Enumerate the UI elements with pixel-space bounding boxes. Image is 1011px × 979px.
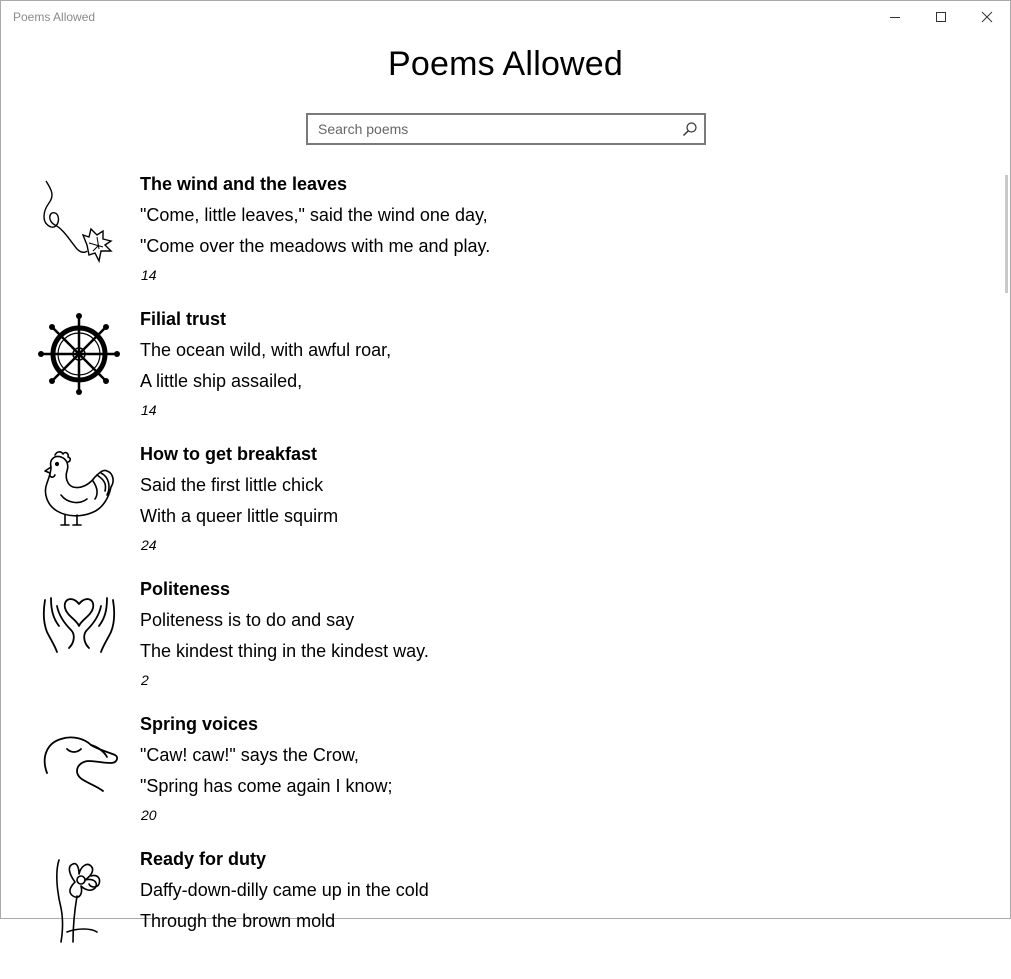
poem-first-line: "Come, little leaves," said the wind one day,: [140, 205, 488, 225]
maximize-button[interactable]: [918, 1, 964, 33]
daffodil-icon: [37, 852, 121, 936]
goose-icon: [37, 717, 121, 801]
chicken-icon: [37, 447, 121, 531]
poem-title: Filial trust: [140, 309, 227, 329]
hands-heart-icon: [37, 582, 121, 666]
minimize-icon: [889, 11, 901, 23]
chicken-icon: [37, 447, 121, 531]
poem-list-item[interactable]: [1, 439, 1001, 574]
leaf-icon: [37, 177, 121, 261]
poem-first-line: Daffy-down-dilly came up in the cold: [140, 880, 429, 900]
ship-wheel-icon: [37, 312, 121, 396]
poem-list-item[interactable]: [1, 304, 1001, 439]
poem-title: Politeness: [140, 579, 231, 599]
search-box: [306, 113, 706, 145]
search-input[interactable]: [308, 115, 678, 143]
poem-first-line: Politeness is to do and say: [140, 610, 355, 630]
poem-second-line: A little ship assailed,: [140, 371, 303, 391]
search-button[interactable]: [678, 117, 702, 141]
goose-icon: [37, 717, 121, 801]
daffodil-icon: [37, 852, 121, 936]
poem-list-item[interactable]: [1, 844, 1001, 979]
leaf-icon: [37, 177, 121, 261]
page-title: Poems Allowed: [387, 45, 624, 83]
search-icon: [682, 121, 698, 137]
title-bar[interactable]: [1, 1, 1010, 33]
close-icon: [981, 11, 993, 23]
poem-title: Ready for duty: [140, 849, 267, 869]
hands-heart-icon: [37, 582, 121, 666]
poem-second-line: Through the brown mold: [140, 911, 336, 931]
poem-line-count: 14: [141, 402, 157, 418]
poem-first-line: "Caw! caw!" says the Crow,: [140, 745, 359, 765]
poem-line-count: 14: [141, 267, 157, 283]
poem-second-line: "Come over the meadows with me and play.: [140, 236, 491, 256]
scrollbar-thumb[interactable]: [1005, 175, 1008, 293]
maximize-icon: [935, 11, 947, 23]
poem-second-line: With a queer little squirm: [140, 506, 339, 526]
minimize-button[interactable]: [872, 1, 918, 33]
poem-title: How to get breakfast: [140, 444, 318, 464]
poem-title: The wind and the leaves: [140, 174, 348, 194]
poem-second-line: "Spring has come again I know;: [140, 776, 393, 796]
poem-line-count: 20: [141, 807, 157, 823]
poem-second-line: The kindest thing in the kindest way.: [140, 641, 429, 661]
close-button[interactable]: [964, 1, 1010, 33]
poem-line-count: 24: [141, 537, 157, 553]
poem-list-item[interactable]: [1, 709, 1001, 844]
poem-first-line: The ocean wild, with awful roar,: [140, 340, 392, 360]
poem-list-item[interactable]: [1, 169, 1001, 304]
window-title: Poems Allowed: [13, 10, 96, 24]
poem-first-line: Said the first little chick: [140, 475, 324, 495]
ship-wheel-icon: [37, 312, 121, 396]
poem-title: Spring voices: [140, 714, 259, 734]
poem-list-item[interactable]: [1, 574, 1001, 709]
poem-line-count: 2: [141, 672, 149, 688]
